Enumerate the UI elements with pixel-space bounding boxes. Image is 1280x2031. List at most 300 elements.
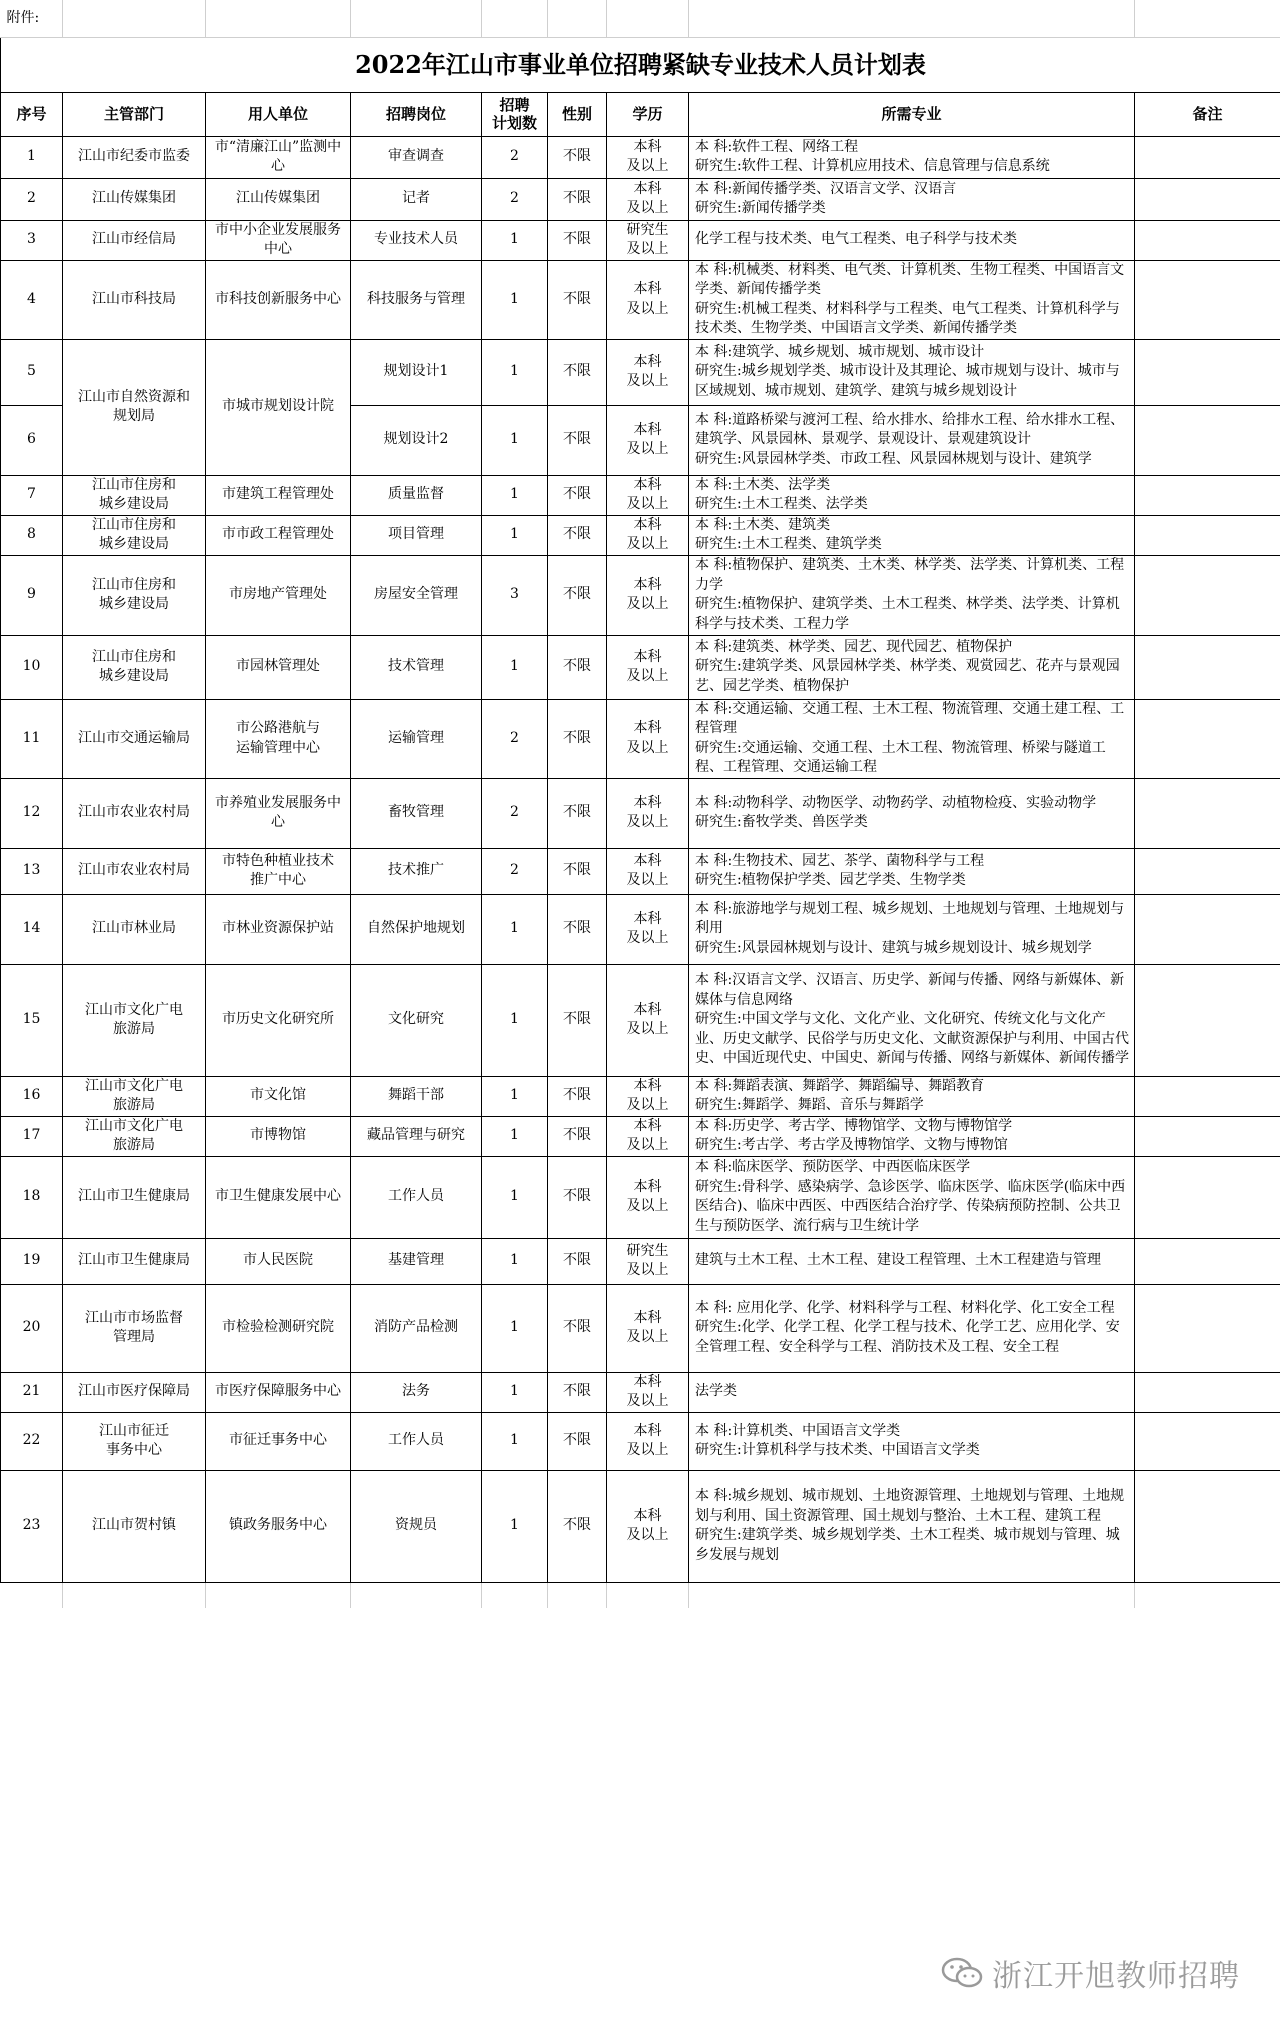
header-post: 招聘岗位 [351,92,482,136]
cell-note [1135,699,1280,778]
cell-education: 本科 及以上 [607,699,689,778]
blank-cell [482,0,548,37]
cell-education: 本科 及以上 [607,894,689,964]
cell-note [1135,1076,1280,1116]
table-row [1,178,1280,220]
cell-count: 1 [482,515,548,555]
cell-note [1135,1284,1280,1372]
cell-count: 1 [482,1412,548,1470]
cell-unit: 镇政务服务中心 [206,1470,351,1582]
major-line: 研究生:计算机科学与技术类、中国语言文学类 [695,1442,980,1458]
cell-dept: 江山市医疗保障局 [63,1372,206,1412]
major-line: 本 科:建筑类、林学类、园艺、现代园艺、植物保护 [695,638,1013,655]
cell-gender: 不限 [548,339,607,405]
cell-education: 本科 及以上 [607,178,689,220]
cell-post: 房屋安全管理 [351,555,482,635]
blank-cell [63,0,206,37]
cell-post: 审查调查 [351,136,482,178]
major-line: 本 科:计算机类、中国语言文学类 [695,1422,901,1439]
major-line: 研究生:考古学、考古学及博物馆学、文物与博物馆 [695,1137,1008,1153]
cell-no: 18 [1,1156,63,1238]
header-count: 招聘 计划数 [482,92,548,136]
table-row [1,635,1280,699]
cell-gender: 不限 [548,260,607,339]
cell-note [1135,515,1280,555]
major-line: 本 科: 应用化学、化学、材料科学与工程、材料化学、化工安全工程 [695,1299,1115,1316]
major-line: 研究生:城乡规划学类、城市设计及其理论、城市规划与设计、城市与区域规划、城市规划、建筑学、建筑与城乡规划设计 [695,363,1120,399]
cell-count: 1 [482,260,548,339]
major-line: 研究生:新闻传播学类 [695,200,826,216]
table-row [1,475,1280,515]
cell-note [1135,848,1280,894]
table-row [1,515,1280,555]
attachment-label: 附件: [1,0,63,37]
table-row [1,1284,1280,1372]
cell-major [689,1412,1135,1470]
cell-education: 研究生 及以上 [607,220,689,260]
cell-unit: 市文化馆 [206,1076,351,1116]
cell-dept: 江山市征迁 事务中心 [63,1412,206,1470]
cell-dept: 江山市交通运输局 [63,699,206,778]
cell-education: 本科 及以上 [607,555,689,635]
cell-count: 1 [482,1470,548,1582]
cell-unit: 市检验检测研究院 [206,1284,351,1372]
cell-major [689,405,1135,475]
cell-unit: 市中小企业发展服务中心 [206,220,351,260]
cell-major [689,1284,1135,1372]
cell-count: 1 [482,475,548,515]
major-line: 研究生:植物保护学类、园艺学类、生物学类 [695,872,966,888]
cell-major [689,848,1135,894]
table-row [1,1116,1280,1156]
cell-count: 1 [482,405,548,475]
cell-note [1135,1116,1280,1156]
major-line: 研究生:土木工程类、法学类 [695,496,868,512]
cell-dept: 江山市住房和 城乡建设局 [63,635,206,699]
cell-major [689,260,1135,339]
cell-major [689,178,1135,220]
cell-dept: 江山市卫生健康局 [63,1156,206,1238]
major-line: 研究生:建筑学类、城乡规划学类、土木工程类、城市规划与管理、城乡发展与规划 [695,1527,1120,1563]
cell-post: 消防产品检测 [351,1284,482,1372]
cell-education: 本科 及以上 [607,260,689,339]
cell-major [689,1470,1135,1582]
major-line: 本 科:城乡规划、城市规划、土地资源管理、土地规划与管理、土地规划与利用、国土资源管理、国土规划与整治、土木工程、建筑工程 [695,1488,1125,1524]
cell-dept: 江山市农业农村局 [63,848,206,894]
cell-education: 本科 及以上 [607,405,689,475]
major-line: 研究生:植物保护、建筑学类、土木工程类、林学类、法学类、计算机科学与技术类、工程力学 [695,596,1120,632]
cell-unit: 市征迁事务中心 [206,1412,351,1470]
cell-note [1135,635,1280,699]
major-line: 研究生:风景园林规划与设计、建筑与城乡规划设计、城乡规划学 [695,939,1092,956]
header-row [1,92,1280,136]
empty-row [1,1582,1280,1608]
table-row [1,220,1280,260]
cell-gender: 不限 [548,136,607,178]
cell-post: 记者 [351,178,482,220]
cell-no: 13 [1,848,63,894]
header-note: 备注 [1135,92,1280,136]
cell-major [689,964,1135,1076]
cell-no: 21 [1,1372,63,1412]
major-line: 化学工程与技术类、电气工程类、电子科学与技术类 [695,231,1017,248]
cell-gender: 不限 [548,1238,607,1284]
watermark [940,1950,1240,1996]
cell-no: 5 [1,339,63,405]
cell-no: 9 [1,555,63,635]
cell-gender: 不限 [548,1116,607,1156]
major-line: 法学类 [695,1383,737,1400]
cell-education: 本科 及以上 [607,1470,689,1582]
cell-education: 本科 及以上 [607,1412,689,1470]
cell-no: 2 [1,178,63,220]
cell-count: 1 [482,964,548,1076]
title-row [1,37,1280,92]
cell-post: 法务 [351,1372,482,1412]
table-row [1,699,1280,778]
cell-post: 质量监督 [351,475,482,515]
cell-gender: 不限 [548,1470,607,1582]
cell-count: 1 [482,1284,548,1372]
major-line: 本 科:道路桥梁与渡河工程、给水排水、给排水工程、给水排水工程、建筑学、风景园林、景观学、景观设计、景观建筑设计 [695,411,1125,448]
watermark-text: 浙江开旭教师招聘 [992,1959,1240,1994]
cell-unit: 市建筑工程管理处 [206,475,351,515]
cell-post: 规划设计2 [351,405,482,475]
cell-dept: 江山传媒集团 [63,178,206,220]
cell-education: 本科 及以上 [607,1076,689,1116]
cell-gender: 不限 [548,555,607,635]
cell-note [1135,778,1280,848]
major-line: 本 科:舞蹈表演、舞蹈学、舞蹈编导、舞蹈教育 [695,1077,985,1094]
cell-post: 藏品管理与研究 [351,1116,482,1156]
cell-unit: 市公路港航与 运输管理中心 [206,699,351,778]
major-line: 本 科:建筑学、城乡规划、城市规划、城市设计 [695,343,985,360]
cell-note [1135,964,1280,1076]
cell-gender: 不限 [548,894,607,964]
cell-note [1135,260,1280,339]
cell-post: 工作人员 [351,1412,482,1470]
cell-gender: 不限 [548,405,607,475]
major-line: 本 科:交通运输、交通工程、土木工程、物流管理、交通土建工程、工程管理 [695,700,1125,736]
cell-no: 8 [1,515,63,555]
cell-no: 23 [1,1470,63,1582]
cell-gender: 不限 [548,515,607,555]
cell-post: 自然保护地规划 [351,894,482,964]
major-line: 研究生:化学、化学工程、化学工程与技术、化学工艺、应用化学、安全管理工程、安全科学与工程、消防技术及工程、安全工程 [695,1319,1120,1355]
cell-no: 19 [1,1238,63,1284]
cell-post: 文化研究 [351,964,482,1076]
cell-no: 22 [1,1412,63,1470]
cell-major [689,699,1135,778]
table-row [1,894,1280,964]
cell-note [1135,1238,1280,1284]
major-line: 本 科:历史学、考古学、博物馆学、文物与博物馆学 [695,1117,1013,1134]
table-row [1,136,1280,178]
cell-education: 本科 及以上 [607,1284,689,1372]
cell-count: 1 [482,220,548,260]
major-line: 本 科:临床医学、预防医学、中西医临床医学 [695,1159,971,1175]
cell-post: 规划设计1 [351,339,482,405]
cell-education: 本科 及以上 [607,136,689,178]
cell-post: 技术推广 [351,848,482,894]
cell-post: 技术管理 [351,635,482,699]
cell-unit: 市养殖业发展服务中心 [206,778,351,848]
cell-note [1135,339,1280,405]
cell-unit: 市园林管理处 [206,635,351,699]
cell-unit: 市特色种植业技术 推广中心 [206,848,351,894]
cell-unit: 市卫生健康发展中心 [206,1156,351,1238]
cell-count: 2 [482,848,548,894]
cell-count: 1 [482,894,548,964]
cell-no: 11 [1,699,63,778]
cell-unit: 市房地产管理处 [206,555,351,635]
cell-note [1135,220,1280,260]
table-row [1,1412,1280,1470]
cell-education: 本科 及以上 [607,778,689,848]
cell-unit: 市“清廉江山”监测中心 [206,136,351,178]
cell-education: 本科 及以上 [607,964,689,1076]
cell-education: 本科 及以上 [607,1372,689,1412]
cell-note [1135,1156,1280,1238]
cell-count: 1 [482,1156,548,1238]
cell-dept: 江山市纪委市监委 [63,136,206,178]
major-line: 本 科:新闻传播学类、汉语言文学、汉语言 [695,180,957,197]
cell-gender: 不限 [548,1156,607,1238]
cell-dept: 江山市卫生健康局 [63,1238,206,1284]
major-line: 本 科:机械类、材料类、电气类、计算机类、生物工程类、中国语言文学类、新闻传播学类 [695,261,1125,297]
blank-cell [689,1582,1135,1608]
table-row [1,1372,1280,1412]
cell-gender: 不限 [548,475,607,515]
cell-post: 工作人员 [351,1156,482,1238]
blank-cell [689,0,1135,37]
cell-unit: 市林业资源保护站 [206,894,351,964]
cell-count: 3 [482,555,548,635]
cell-no: 17 [1,1116,63,1156]
cell-major [689,515,1135,555]
major-line: 本 科:生物技术、园艺、茶学、菌物科学与工程 [695,852,985,869]
blank-cell [607,1582,689,1608]
cell-unit: 市城市规划设计院 [206,339,351,475]
cell-count: 1 [482,1372,548,1412]
major-line: 本 科:软件工程、网络工程 [695,138,859,155]
blank-cell [351,0,482,37]
cell-note [1135,555,1280,635]
major-line: 研究生:建筑学类、风景园林学类、林学类、观赏园艺、花卉与景观园艺、园艺学类、植物保护 [695,658,1120,694]
cell-dept: 江山市住房和 城乡建设局 [63,515,206,555]
cell-dept: 江山市文化广电 旅游局 [63,964,206,1076]
cell-major [689,555,1135,635]
cell-dept: 江山市市场监督 管理局 [63,1284,206,1372]
blank-cell [1135,0,1280,37]
major-line: 建筑与土木工程、土木工程、建设工程管理、土木工程建造与管理 [695,1252,1101,1269]
blank-cell [548,1582,607,1608]
cell-count: 2 [482,699,548,778]
cell-note [1135,894,1280,964]
cell-dept: 江山市林业局 [63,894,206,964]
blank-cell [206,0,351,37]
cell-education: 本科 及以上 [607,339,689,405]
cell-note [1135,475,1280,515]
cell-dept: 江山市住房和 城乡建设局 [63,555,206,635]
cell-major [689,1116,1135,1156]
table-row [1,1470,1280,1582]
cell-major [689,220,1135,260]
major-line: 研究生:交通运输、交通工程、土木工程、物流管理、桥梁与隧道工程、工程管理、交通运输工程 [695,739,1106,775]
cell-gender: 不限 [548,964,607,1076]
cell-dept: 江山市经信局 [63,220,206,260]
cell-count: 1 [482,1116,548,1156]
major-line: 研究生:软件工程、计算机应用技术、信息管理与信息系统 [695,158,1050,174]
cell-dept: 江山市贺村镇 [63,1470,206,1582]
cell-gender: 不限 [548,178,607,220]
major-line: 研究生:机械工程类、材料科学与工程类、电气工程类、计算机科学与技术类、生物学类、中国语言文学类、新闻传播学类 [695,300,1120,336]
cell-unit: 市科技创新服务中心 [206,260,351,339]
header-no: 序号 [1,92,63,136]
blank-cell [548,0,607,37]
table-title: 2022年江山市事业单位招聘紧缺专业技术人员计划表 [1,37,1280,92]
cell-post: 舞蹈干部 [351,1076,482,1116]
cell-count: 1 [482,635,548,699]
cell-gender: 不限 [548,1284,607,1372]
cell-gender: 不限 [548,220,607,260]
cell-post: 资规员 [351,1470,482,1582]
cell-post: 专业技术人员 [351,220,482,260]
cell-no: 10 [1,635,63,699]
major-line: 本 科:土木类、建筑类 [695,516,831,533]
cell-unit: 市人民医院 [206,1238,351,1284]
cell-major [689,894,1135,964]
blank-cell [206,1582,351,1608]
cell-gender: 不限 [548,1372,607,1412]
cell-post: 畜牧管理 [351,778,482,848]
cell-major [689,635,1135,699]
cell-gender: 不限 [548,848,607,894]
attachment-row [1,0,1280,37]
cell-post: 运输管理 [351,699,482,778]
cell-unit: 市历史文化研究所 [206,964,351,1076]
header-unit: 用人单位 [206,92,351,136]
cell-education: 本科 及以上 [607,515,689,555]
table-row [1,1076,1280,1116]
cell-no: 1 [1,136,63,178]
cell-note [1135,1372,1280,1412]
table-row [1,848,1280,894]
cell-gender: 不限 [548,635,607,699]
major-line: 本 科:动物科学、动物医学、动物药学、动植物检疫、实验动物学 [695,794,1097,811]
cell-major [689,1156,1135,1238]
cell-note [1135,1412,1280,1470]
cell-dept: 江山市住房和 城乡建设局 [63,475,206,515]
cell-no: 20 [1,1284,63,1372]
cell-dept: 江山市科技局 [63,260,206,339]
cell-count: 1 [482,339,548,405]
cell-gender: 不限 [548,699,607,778]
blank-cell [351,1582,482,1608]
cell-education: 本科 及以上 [607,635,689,699]
cell-no: 16 [1,1076,63,1116]
cell-post: 基建管理 [351,1238,482,1284]
cell-no: 15 [1,964,63,1076]
cell-count: 1 [482,1076,548,1116]
cell-dept: 江山市文化广电 旅游局 [63,1076,206,1116]
cell-gender: 不限 [548,1076,607,1116]
table-row [1,555,1280,635]
cell-no: 6 [1,405,63,475]
cell-count: 2 [482,178,548,220]
cell-post: 科技服务与管理 [351,260,482,339]
table-row [1,1238,1280,1284]
cell-education: 本科 及以上 [607,475,689,515]
cell-note [1135,1470,1280,1582]
table-row [1,964,1280,1076]
wechat-icon [940,1955,984,1991]
cell-unit: 市市政工程管理处 [206,515,351,555]
cell-unit: 市医疗保障服务中心 [206,1372,351,1412]
cell-education: 本科 及以上 [607,848,689,894]
cell-major [689,339,1135,405]
cell-major [689,1076,1135,1116]
cell-gender: 不限 [548,778,607,848]
cell-count: 2 [482,136,548,178]
cell-education: 研究生 及以上 [607,1238,689,1284]
major-line: 本 科:旅游地学与规划工程、城乡规划、土地规划与管理、土地规划与利用 [695,900,1125,937]
cell-count: 1 [482,1238,548,1284]
cell-unit: 市博物馆 [206,1116,351,1156]
cell-post: 项目管理 [351,515,482,555]
cell-count: 2 [482,778,548,848]
blank-cell [63,1582,206,1608]
table-row [1,778,1280,848]
cell-education: 本科 及以上 [607,1116,689,1156]
cell-major [689,1372,1135,1412]
cell-unit: 江山传媒集团 [206,178,351,220]
major-line: 本 科:植物保护、建筑类、土木类、林学类、法学类、计算机类、工程力学 [695,557,1125,593]
table-row [1,1156,1280,1238]
major-line: 研究生:畜牧学类、兽医学类 [695,814,868,830]
cell-major [689,475,1135,515]
cell-dept: 江山市文化广电 旅游局 [63,1116,206,1156]
cell-no: 7 [1,475,63,515]
header-education: 学历 [607,92,689,136]
cell-major [689,1238,1135,1284]
header-dept: 主管部门 [63,92,206,136]
cell-dept: 江山市农业农村局 [63,778,206,848]
major-line: 研究生:风景园林学类、市政工程、风景园林规划与设计、建筑学 [695,450,1092,467]
major-line: 研究生:中国文学与文化、文化产业、文化研究、传统文化与文化产业、历史文献学、民俗学与历史文化、文献资源保护与利用、中国古代史、中国近现代史、中国史、新闻与传播、网络与新媒体、新闻传播学 [695,1011,1129,1067]
blank-cell [482,1582,548,1608]
blank-cell [1135,1582,1280,1608]
blank-cell [607,0,689,37]
header-major: 所需专业 [689,92,1135,136]
header-gender: 性别 [548,92,607,136]
cell-major [689,136,1135,178]
cell-no: 14 [1,894,63,964]
table-row [1,260,1280,339]
blank-cell [1,1582,63,1608]
cell-no: 4 [1,260,63,339]
cell-no: 12 [1,778,63,848]
table-row [1,339,1280,405]
major-line: 研究生:土木工程类、建筑学类 [695,536,882,552]
cell-dept: 江山市自然资源和 规划局 [63,339,206,475]
major-line: 本 科:汉语言文学、汉语言、历史学、新闻与传播、网络与新媒体、新媒体与信息网络 [695,972,1125,1008]
cell-gender: 不限 [548,1412,607,1470]
cell-note [1135,405,1280,475]
major-line: 研究生:骨科学、感染病学、急诊医学、临床医学、临床医学(临床中西医结合)、临床中西医、中西医结合治疗学、传染病预防控制、公共卫生与预防医学、流行病与卫生统计学 [695,1178,1126,1234]
cell-education: 本科 及以上 [607,1156,689,1238]
major-line: 研究生:舞蹈学、舞蹈、音乐与舞蹈学 [695,1097,924,1113]
